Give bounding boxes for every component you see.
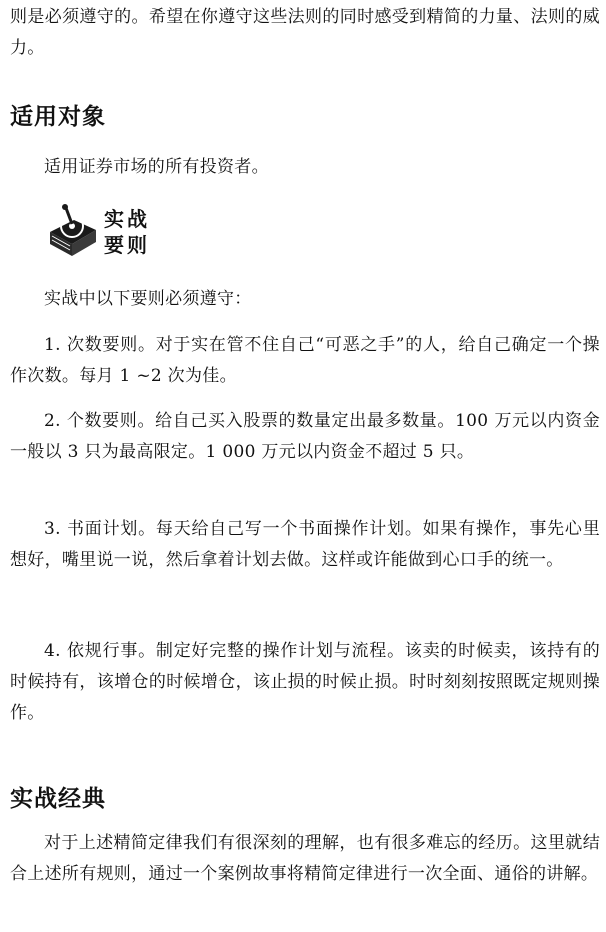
classic-paragraph: 对于上述精简定律我们有很深刻的理解，也有很多难忘的经历。这里就结合上述所有规则，通过一个案例故事将精简定律进行一次全面、通俗的讲解。 <box>10 833 600 884</box>
book-icon <box>44 202 100 262</box>
rule-item-1: 1. 次数要则。对于实在管不住自己“可恶之手”的人，给自己确定一个操作次数。每月 1 ~2 次为佳。 <box>10 335 600 386</box>
badge-line-1: 实战 <box>104 207 150 231</box>
practice-rules-badge <box>44 198 164 266</box>
intro-paragraph: 则是必须遵守的。希望在你遵守这些法则的同时感受到精简的力量、法则的威力。 <box>10 7 600 58</box>
rule-item-2: 2. 个数要则。给自己买入股票的数量定出最多数量。100 万元以内资金一般以 3 只为最高限定。1 000 万元以内资金不超过 5 只。 <box>10 411 600 462</box>
section-heading-audience: 适用对象 <box>10 104 106 130</box>
section-heading-classic: 实战经典 <box>10 786 106 812</box>
badge-label <box>104 206 150 258</box>
badge-line-2: 要则 <box>104 233 150 257</box>
rule-item-3: 3. 书面计划。每天给自己写一个书面操作计划。如果有操作，事先心里想好，嘴里说一说，然后拿着计划去做。这样或许能做到心口手的统一。 <box>10 519 600 570</box>
rule-item-4: 4. 依规行事。制定好完整的操作计划与流程。该卖的时候卖，该持有的时候持有，该增仓的时候增仓，该止损的时候止损。时时刻刻按照既定规则操作。 <box>10 641 600 723</box>
rules-intro: 实战中以下要则必须遵守： <box>44 289 252 309</box>
audience-paragraph: 适用证券市场的所有投资者。 <box>44 157 269 177</box>
